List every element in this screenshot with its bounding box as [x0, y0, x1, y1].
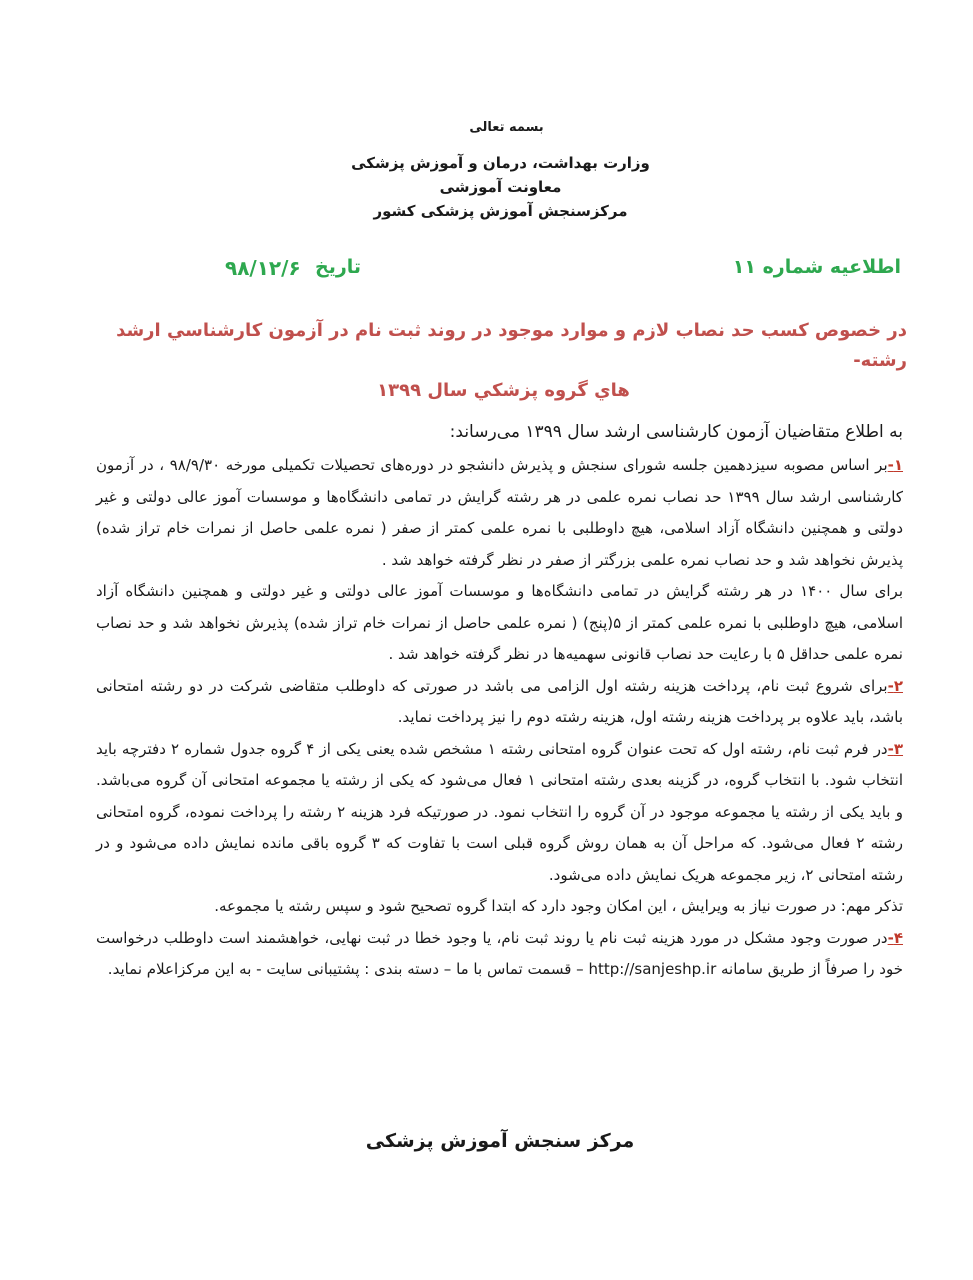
- deputy-name: معاونت آموزشی: [439, 178, 562, 196]
- paragraph-number: ۴-: [887, 928, 903, 947]
- website-link[interactable]: http://sanjeshp.ir: [588, 960, 717, 978]
- paragraph-number: ۲-: [887, 676, 903, 695]
- paragraph-text: در صورت وجود مشکل در مورد هزینه ثبت نام یا روند ثبت نام، یا وجود خطا در ثبت نهایی، خواهشمند است داوطلب درخواست خود را صرفاً از طریق سامانه: [96, 928, 903, 978]
- paragraph-text: بر اساس مصوبه سیزدهمین جلسه شورای سنجش و پذیرش دانشجو در دوره‌های تحصیلات تکمیلی مورخه ۹۸/۹/۳۰ ، در آزمون کارشناسی ارشد سال ۱۳۹۹ حد نصاب نمره علمی در هر رشته گرایش در تمامی دانشگاه‌ها و موسسات آموز عالی دولتی و غیر دولتی و همچنین دانشگاه آزاد اسلامی، هیچ داوطلبی با نمره علمی کمتر از صفر ( نمره علمی حاصل از نمرات خام تراز شده) پذیرش نخواهد شد و حد نصاب نمره علمی بزرگتر از صفر در نظر گرفته خواهد شد .: [96, 456, 904, 569]
- paragraph-2: [96, 671, 903, 734]
- subject-title: [60, 316, 907, 406]
- notice-number: اطلاعیه شماره ۱۱: [732, 256, 901, 278]
- paragraph-number: ۱-: [887, 456, 904, 474]
- announcement-body: [96, 414, 903, 986]
- notice-row: [225, 256, 901, 286]
- intro-text: به اطلاع متقاضیان آزمون کارشناسی ارشد سال ۱۳۹۹ می‌رساند:: [449, 422, 903, 442]
- paragraph-3: [96, 734, 903, 892]
- bismillah-heading: بسمه تعالی: [469, 120, 544, 135]
- paragraph-text: – قسمت تماس با ما – دسته بندی : پشتیبانی سایت - به این مرکزاعلام نماید.: [107, 960, 589, 978]
- paragraph-text: برای شروع ثبت نام، پرداخت هزینه رشته اول الزامی می باشد در صورتی که داوطلب متقاضی شرکت در دو رشته امتحانی باشد، باید علاوه بر پرداخت هزینه رشته اول، هزینه رشته دوم را نیز پرداخت نماید.: [96, 676, 903, 726]
- subject-line-1: در خصوص کسب حد نصاب لازم و موارد موجود در روند ثبت نام در آزمون كارشناسي ارشد رشته-: [116, 320, 907, 371]
- subject-line-2: هاي گروه پزشكي سال ۱۳۹۹: [377, 380, 630, 401]
- important-note: تذکر مهم: در صورت نیاز به ویرایش ، این امکان وجود دارد که ابتدا گروه تصحیح شود و سپس رشته یا مجموعه.: [214, 897, 903, 915]
- paragraph-4: [96, 923, 903, 986]
- date-label: تاریخ: [315, 256, 362, 278]
- date-value: ۹۸/۱۲/۶: [225, 256, 301, 280]
- center-name: مرکزسنجش آموزش پزشکی کشور: [373, 202, 628, 220]
- paragraph-text: در فرم ثبت نام، رشته اول که تحت عنوان گروه امتحانی رشته ۱ مشخص شده یعنی یکی از ۴ گروه جدول شماره ۲ دفترچه باید انتخاب شود. با انتخاب گروه، در گزینه بعدی رشته امتحانی ۱ فعال می‌شود که یکی از رشته یا مجموعه امتحانی آن گروه می‌باشد. و باید یکی از رشته یا مجموعه موجود در آن گروه را انتخاب نمود. در صورتیکه فرد هزینه ۲ رشته را پرداخت نموده، گروه امتحانی رشته ۲ فعال می‌شود. که مراحل آن به همان روش گروه قبلی است با تفاوت که ۳ گروه باقی مانده نمایش داده می‌شود و در رشته امتحانی ۲، زیر مجموعه هریک نمایش داده می‌شود.: [96, 739, 903, 884]
- footer-signature: مرکز سنجش آموزش پزشکی: [365, 1130, 635, 1152]
- paragraph-1b: برای سال ۱۴۰۰ در هر رشته گرایش در تمامی دانشگاه‌ها و موسسات آموز عالی دولتی و غیر دولتی و همچنین دانشگاه آزاد اسلامی، هیچ داوطلبی با نمره علمی کمتر از ۵(پنج) ( نمره علمی حاصل از نمرات خام تراز شده) پذیرش نخواهد شد و حد نصاب نمره علمی حداقل ۵ با رعایت حد نصاب قانونی سهمیه‌ها در نظر گرفته خواهد شد .: [96, 582, 904, 663]
- ministry-name: وزارت بهداشت، درمان و آموزش پزشکی: [351, 154, 650, 172]
- paragraph-number: ۳-: [887, 739, 904, 758]
- paragraph-1: [96, 450, 903, 576]
